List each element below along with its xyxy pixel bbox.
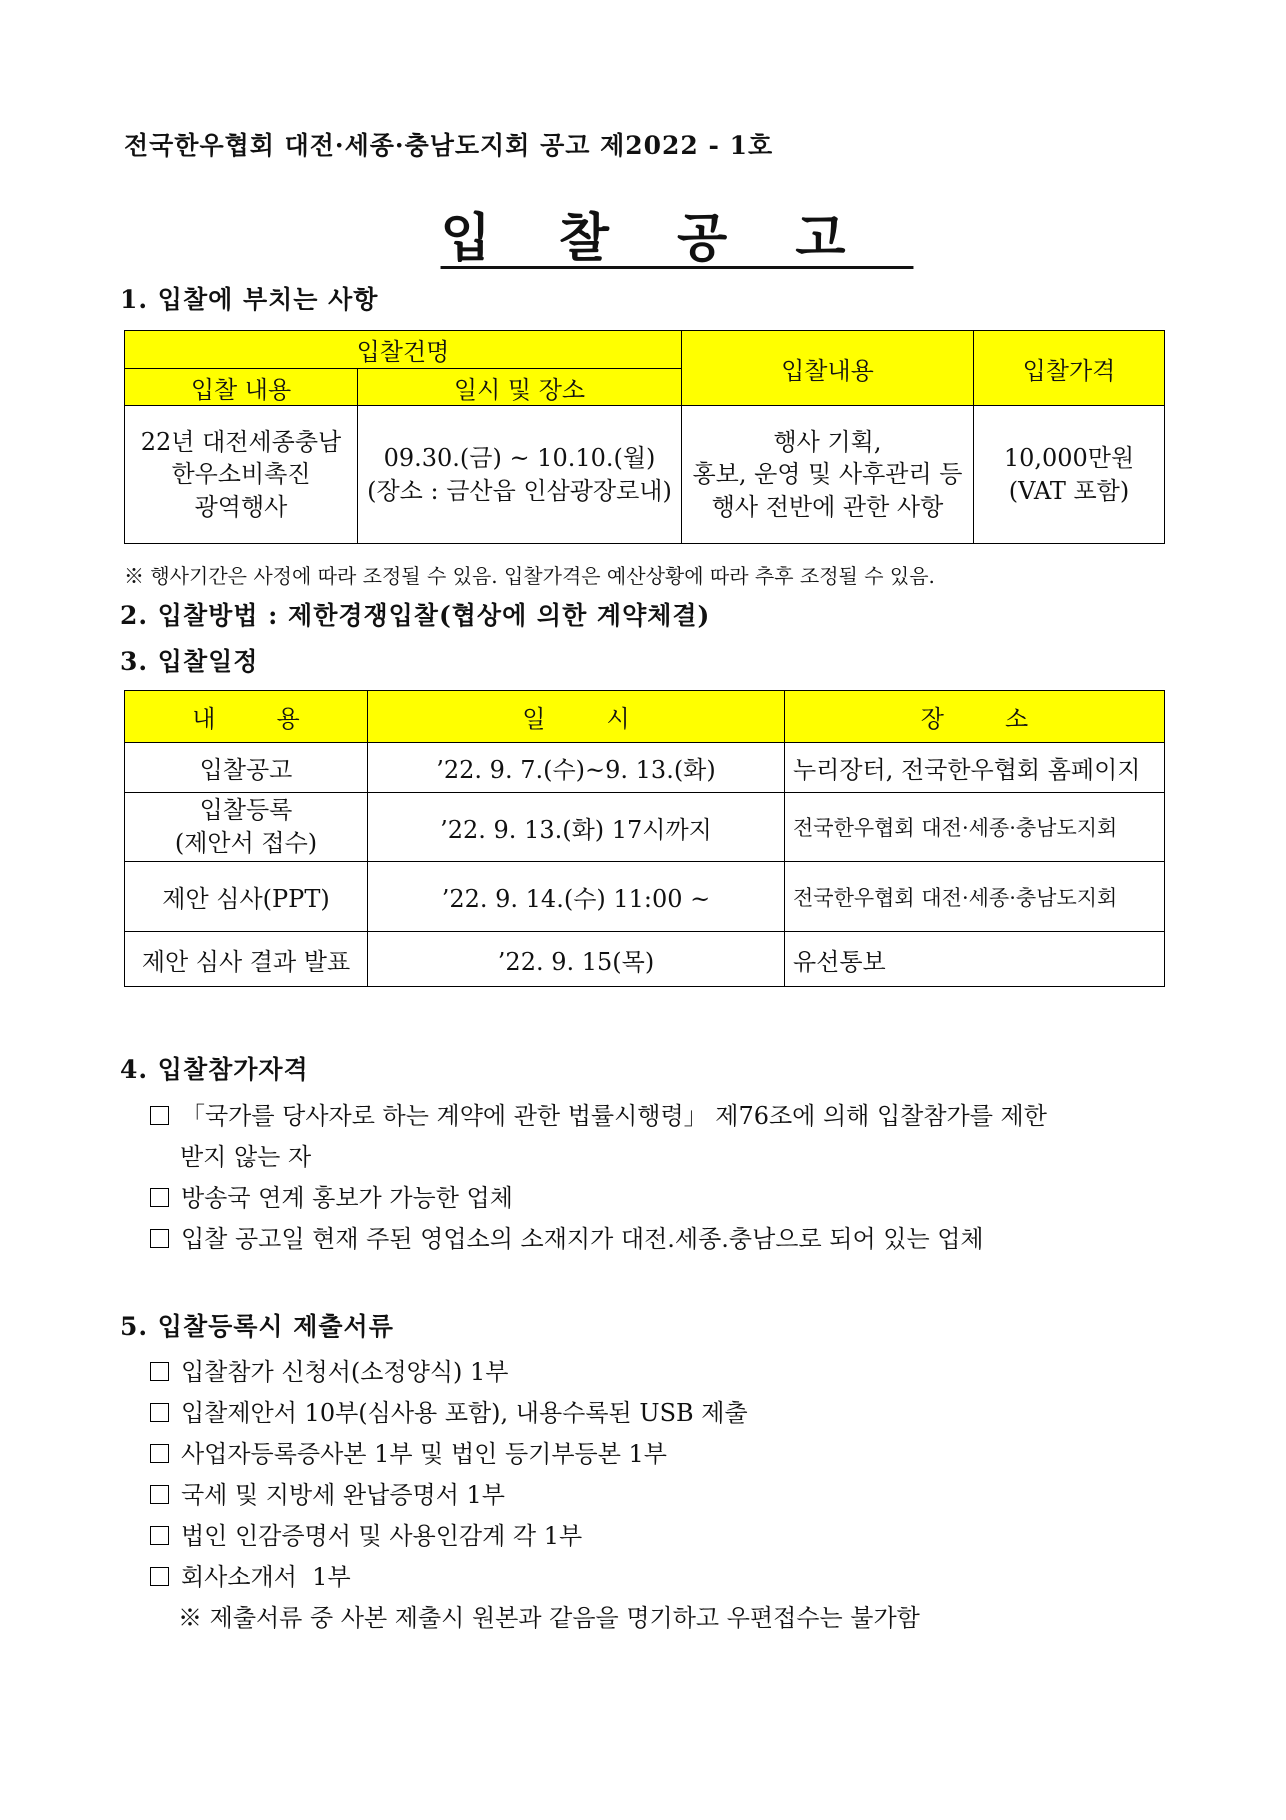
header-bid-price: 입찰가격: [974, 331, 1165, 406]
schedule-header-place: 장 소: [785, 691, 1165, 743]
qualification-item: 「국가를 당사자로 하는 계약에 관한 법률시행령」 제76조에 의해 입찰참가를 제한: [150, 1096, 1047, 1131]
section5-note: ※ 제출서류 중 사본 제출시 원본과 같음을 명기하고 우편접수는 불가함: [178, 1604, 920, 1632]
section1-note: ※ 행사기간은 사정에 따라 조정될 수 있음. 입찰가격은 예산상황에 따라 추후 조정될 수 있음.: [124, 564, 935, 588]
qualification-item: 입찰 공고일 현재 주된 영업소의 소재지가 대전.세종.충남으로 되어 있는 업체: [150, 1219, 984, 1254]
cell-event-content: 행사 기획, 홍보, 운영 및 사후관리 등 행사 전반에 관한 사항: [682, 406, 974, 544]
schedule-row-place: 전국한우협회 대전·세종·충남도지회: [785, 862, 1165, 932]
notice-number: 전국한우협회 대전·세종·충남도지회 공고 제2022 - 1호: [124, 131, 774, 160]
qualification-item: 방송국 연계 홍보가 가능한 업체: [150, 1178, 513, 1213]
schedule-row-content: 입찰공고: [125, 743, 368, 793]
checkbox-icon: [150, 1188, 169, 1207]
checkbox-icon: [150, 1444, 169, 1463]
document-title: 입찰공고: [440, 208, 914, 269]
schedule-row-datetime: ’22. 9. 13.(화) 17시까지: [368, 793, 785, 862]
section2-title: 2. 입찰방법 : 제한경쟁입찰(협상에 의한 계약체결): [120, 601, 711, 630]
document-item: 입찰제안서 10부(심사용 포함), 내용수록된 USB 제출: [150, 1393, 748, 1428]
document-item: 입찰참가 신청서(소정양식) 1부: [150, 1352, 508, 1387]
checkbox-icon: [150, 1485, 169, 1504]
cell-event-datetime: 09.30.(금) ~ 10.10.(월) (장소 : 금산읍 인삼광장로내): [358, 406, 682, 544]
section4-title: 4. 입찰참가자격: [120, 1055, 309, 1084]
header-content: 입찰 내용: [125, 369, 358, 406]
checkbox-icon: [150, 1229, 169, 1248]
checkbox-icon: [150, 1567, 169, 1586]
schedule-row-place: 전국한우협회 대전·세종·충남도지회: [785, 793, 1165, 862]
header-bid-name: 입찰건명: [125, 331, 682, 369]
schedule-header-content: 내 용: [125, 691, 368, 743]
schedule-row-content: 입찰등록 (제안서 접수): [125, 793, 368, 862]
checkbox-icon: [150, 1403, 169, 1422]
checkbox-icon: [150, 1362, 169, 1381]
bid-items-table: [124, 330, 1165, 544]
schedule-row-content: 제안 심사(PPT): [125, 862, 368, 932]
cell-event-price: 10,000만원 (VAT 포함): [974, 406, 1165, 544]
section5-title: 5. 입찰등록시 제출서류: [120, 1312, 394, 1341]
schedule-row-place: 유선통보: [785, 932, 1165, 987]
schedule-table: [124, 690, 1165, 987]
qualification-item-continued: 받지 않는 자: [180, 1143, 312, 1171]
schedule-row-datetime: ’22. 9. 14.(수) 11:00 ~: [368, 862, 785, 932]
schedule-row-content: 제안 심사 결과 발표: [125, 932, 368, 987]
document-item: 사업자등록증사본 1부 및 법인 등기부등본 1부: [150, 1434, 667, 1469]
schedule-row-datetime: ’22. 9. 15(목): [368, 932, 785, 987]
header-bid-content: 입찰내용: [682, 331, 974, 406]
document-item: 국세 및 지방세 완납증명서 1부: [150, 1475, 505, 1510]
schedule-header-datetime: 일 시: [368, 691, 785, 743]
checkbox-icon: [150, 1526, 169, 1545]
checkbox-icon: [150, 1106, 169, 1125]
document-item: 법인 인감증명서 및 사용인감계 각 1부: [150, 1516, 582, 1551]
section3-title: 3. 입찰일정: [120, 647, 259, 676]
cell-event-name: 22년 대전세종충남 한우소비촉진 광역행사: [125, 406, 358, 544]
schedule-row-place: 누리장터, 전국한우협회 홈페이지: [785, 743, 1165, 793]
header-datetime-place: 일시 및 장소: [358, 369, 682, 406]
document-item: 회사소개서 1부: [150, 1557, 351, 1592]
section1-title: 1. 입찰에 부치는 사항: [120, 285, 379, 314]
schedule-row-datetime: ’22. 9. 7.(수)~9. 13.(화): [368, 743, 785, 793]
